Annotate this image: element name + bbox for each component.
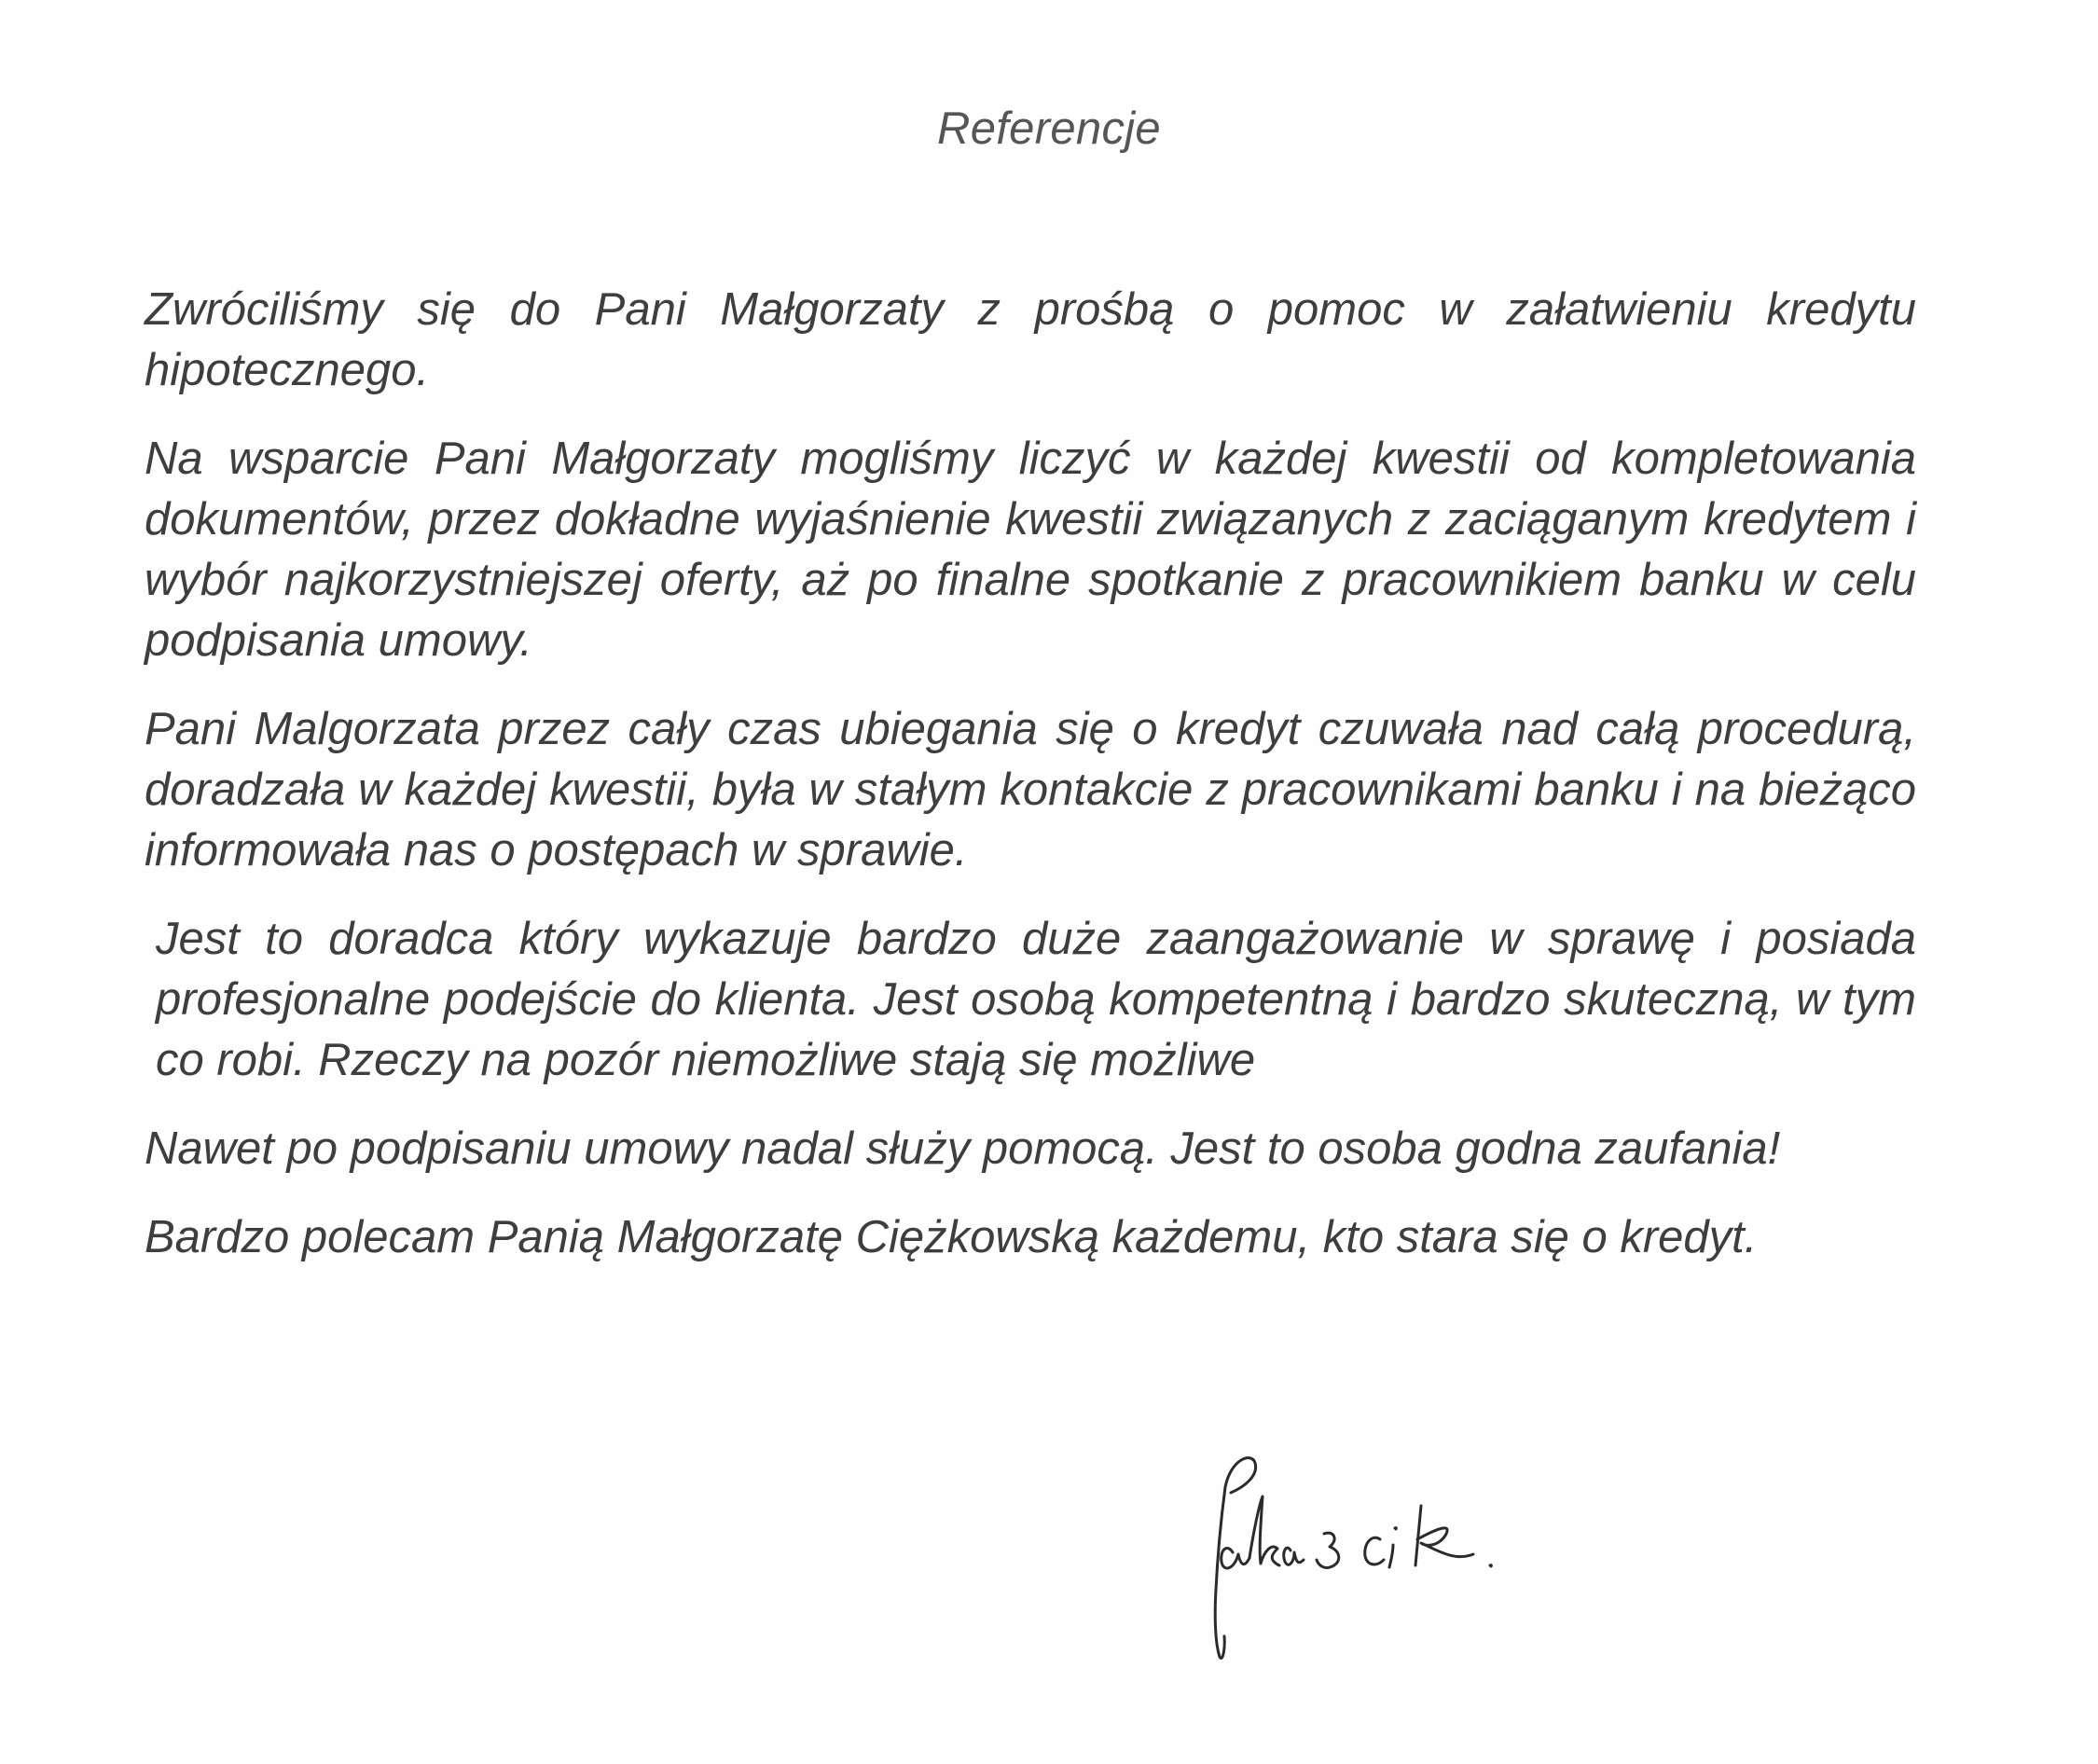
paragraph-trust: Nawet po podpisaniu umowy nadal służy pomocą. Jest to osoba godna zaufania!: [145, 1123, 1781, 1174]
paragraph-recommendation: Bardzo polecam Panią Małgorzatę Ciężkowską każdemu, kto stara się o kredyt.: [145, 1212, 1758, 1262]
paragraph-support: Na wsparcie Pani Małgorzaty mogliśmy liczyć w każdej kwestii od kompletowania dokumentów, przez dokładne wyjaśnienie kwestii związanych z zaciąganym kredytem i wybór najkorzystniejszej oferty, aż po finalne spotkanie z pracownikiem banku w celu podpisania umowy.: [145, 434, 1916, 666]
handwritten-signature-icon: [1194, 1450, 1567, 1674]
paragraph-engagement: Jest to doradca który wykazuje bardzo duże zaangażowanie w sprawę i posiada profesjonalne podejście do klienta. Jest osobą kompetentną i bardzo skuteczną, w tym co robi. Rzeczy na pozór niemożliwe stają się możliwe: [156, 914, 1916, 1085]
document-body: [145, 280, 1916, 1296]
document-title: Referencje: [937, 103, 1161, 154]
paragraph-procedure: Pani Malgorzata przez cały czas ubiegania się o kredyt czuwała nad całą procedurą, doradzała w każdej kwestii, była w stałym kontakcie z pracownikami banku i na bieżąco informowała nas o postępach w sprawie.: [145, 704, 1916, 875]
paragraph-intro: Zwróciliśmy się do Pani Małgorzaty z prośbą o pomoc w załatwieniu kredytu hipotecznego.: [145, 284, 1916, 395]
